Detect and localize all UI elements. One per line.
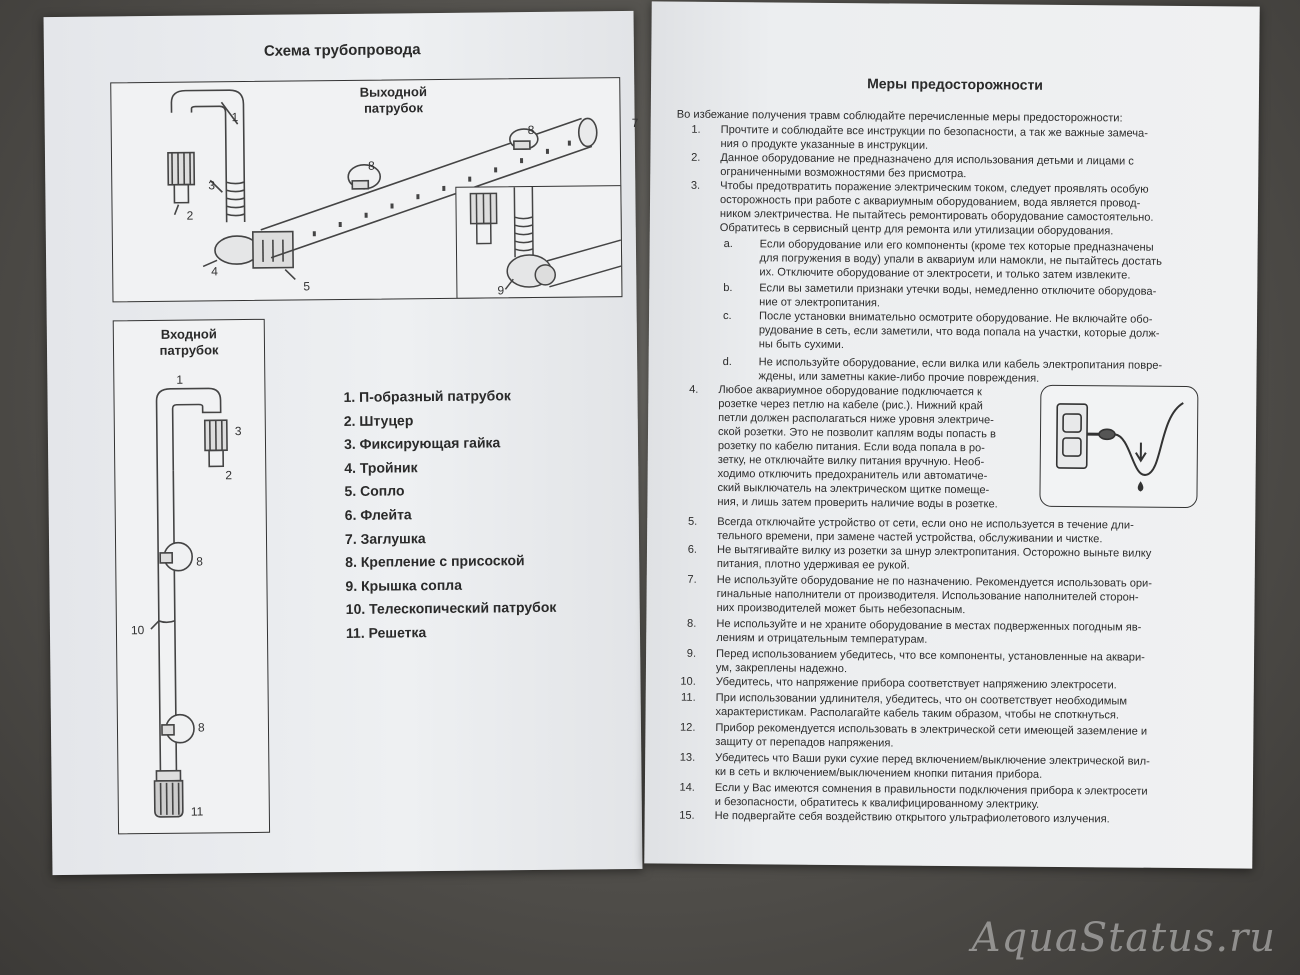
inlet-label: Входной патрубок [159,326,219,358]
intro-text: Во избежание получения травм соблюдайте перечисленные меры предосторожности: [676,108,1123,125]
inlet-callout-3: 3 [234,424,242,439]
inlet-callout-1: 1 [176,372,184,387]
right-page [644,1,1259,868]
item-text-line: лениям и отрицательным температурам. [716,631,928,646]
precaution-item [671,751,1211,781]
item-text-line: розетке через петлю на кабеле (рис.). Нижний край [718,397,983,413]
item-number: c. [722,309,732,323]
item-text-line: Всегда отключайте устройство от сети, если оно не используется в течение дли- [717,515,1134,532]
outlet-label: Выходной патрубок [359,84,427,116]
drip-loop-drawing [1040,386,1197,507]
left-page-title: Схема трубопровода [263,41,421,60]
list-item: 11. Решетка [345,624,427,641]
arrow-icon [1136,443,1146,461]
item-text-line: для погружения в воду) упали в аквариум или намокли, не пытайтесь достать [759,252,1162,268]
precaution-subitem [676,237,1216,282]
drip-loop-figure [1039,385,1198,508]
item-text-line: и безопасности, обратитесь к квалифицированному электрику. [714,795,1040,811]
item-number: 12. [679,721,696,734]
item-text-line: Любое аквариумное оборудование подключается к [718,383,982,399]
item-number: 6. [687,543,698,556]
item-text-line: Убедитесь, что напряжение прибора соответствует напряжению электросети. [715,675,1117,692]
list-item: 5. Сопло [344,482,405,500]
list-item: 8. Крепление с присоской [345,552,525,571]
item-text-line: При использовании удлинителя, убедитесь, что он соответствует необходимым [715,691,1128,708]
item-text-line: петли должен располагаться ниже уровня электриче- [718,411,994,427]
inlet-callout-8a: 8 [196,554,203,569]
item-text-line: характеристикам. Располагайте кабель таким образом, чтобы не споткнуться. [715,705,1120,722]
item-text-line: Если оборудование или его компоненты (кроме тех которые предназначены [759,238,1154,254]
item-text-line: них производителей может быть небезопасным. [716,601,966,617]
item-text-line: ходимо отключить предохранитель или автоматиче- [717,467,988,483]
list-item: 2. Штуцер [343,411,414,429]
item-text-line: ником электричества. Не пытайтесь ремонтировать оборудование самостоятельно. [719,207,1154,224]
nozzle-cap-inset [455,185,622,299]
item-text-line: зетку, не отключайте вилку питания вручную. Необ- [717,453,985,469]
item-number: 3. [690,179,701,192]
cable-loop [1115,402,1184,475]
inlet-callout-11: 11 [190,804,204,819]
inlet-callout-2: 2 [225,468,233,483]
callout-7: 7 [631,115,639,130]
precaution-item [671,781,1211,811]
item-text-line: Не используйте оборудование, если вилка или кабель электропитания повре- [758,356,1163,372]
precaution-item [671,721,1211,750]
item-number: 14. [679,781,695,794]
item-text-line: ум, закреплены надежно. [715,661,848,676]
item-number: 13. [679,751,696,764]
list-item: 7. Заглушка [344,529,426,547]
item-text-line: Если у Вас имеются сомнения в правильности подключения прибора к электросети [714,781,1148,798]
item-number: 1. [691,123,701,136]
list-item: 9. Крышка сопла [345,576,463,594]
item-number: 8. [687,617,697,630]
list-item: 10. Телескопический патрубок [345,599,557,618]
item-text-line: Не используйте оборудование не по назначению. Рекомендуется использовать ори- [716,573,1153,590]
callout-2: 2 [186,208,194,223]
end-cap [579,118,597,146]
callout-4: 4 [211,264,218,279]
list-item: 6. Флейта [344,506,412,523]
list-item: 4. Тройник [344,459,418,476]
inset-drawing [456,186,621,298]
inlet-callout-10: 10 [130,623,145,638]
callout-1: 1 [231,110,239,125]
item-text-line: защиту от перепадов напряжения. [715,735,894,750]
item-text-line: ский выключатель на электрическом щитке помеще- [717,481,990,497]
item-text-line: ки в сеть и включением/выключением кнопки питания прибора. [714,765,1043,781]
precaution-subitem [675,355,1215,385]
callout-8b: 8 [527,122,535,138]
left-page [44,11,643,875]
callout-8a: 8 [368,158,375,173]
list-item: 1. П-образный патрубок [343,387,511,405]
item-text-line: розетку по кабелю питания. Если вода попала в ро- [717,439,985,455]
watermark: AquaStatus.ru [971,915,1276,961]
item-number: 15. [679,809,695,822]
precaution-item [672,617,1212,646]
precaution-item [673,515,1213,546]
item-text-line: Прочтите и соблюдайте все инструкции по безопасности, а так же важные замеча- [720,123,1148,140]
item-text-line: Убедитесь что Ваши руки сухие перед включением/выключение электрической вил- [715,751,1150,768]
precaution-item [672,691,1212,722]
list-item: 3. Фиксирующая гайка [343,434,501,453]
item-text-line: Обратитесь в сервисный центр для ремонта или утилизации оборудования. [719,221,1114,238]
precaution-subitem [675,309,1215,352]
water-drop-icon [1139,483,1143,491]
item-text-line: тельного времени, при замене частей устройства, обслуживании и чистке. [717,529,1103,546]
item-text-line: Не вытягивайте вилку из розетки за шнур электропитания. Осторожно выньте вилку [716,543,1152,560]
item-text-line: ограниченными возможностями без присмотра. [720,165,967,181]
item-number: 7. [687,573,697,586]
precaution-item [672,675,1212,692]
item-number: b. [723,281,733,295]
inlet-callout-8b: 8 [197,720,205,735]
item-text-line: ны быть сухими. [758,338,845,352]
item-text-line: Если вы заметили признаки утечки воды, немедленно отключите оборудова- [759,282,1157,298]
item-text-line: Данное оборудование не предназначено для использования детьми и лицами с [720,151,1134,168]
item-text-line: ждены, или заметны какие-либо прочие повреждения. [758,370,1040,385]
precaution-item [673,573,1213,617]
item-text-line: ской розетки. Это не позволит каплям воды попасть в [717,425,996,441]
item-number: 10. [680,675,696,688]
item-number: a. [723,238,733,251]
item-text-line: рудование в сеть, если заметили, что вода попала на участки, которые долж- [758,324,1160,340]
right-page-title: Меры предосторожности [867,75,1044,93]
item-number: 4. [689,383,699,396]
item-text-line: Не подвергайте себя воздействию открытого ультрафиолетового излучения. [714,809,1110,826]
callout-3: 3 [208,178,216,193]
item-number: d. [722,355,732,369]
item-text-line: ния, и лишь затем проверить наличие воды в розетке. [717,495,998,511]
item-text-line: осторожность при работе с аквариумным оборудованием, вода является провод- [719,193,1141,210]
precaution-item [676,151,1216,181]
inlet-diagram [113,319,270,835]
precaution-item [672,647,1212,676]
item-text-line: питания, плотно удерживая ее рукой. [716,557,910,572]
inlet-pipe-drawing [114,320,269,834]
item-number: 9. [686,647,697,660]
item-text-line: их. Отключите оборудование от электросети, и только затем извлеките. [759,266,1131,282]
item-number: 5. [687,515,698,528]
item-text-line: Прибор рекомендуется использовать в электрической сети имеющей заземление и [715,721,1148,738]
fitting [174,185,188,203]
parts-list [343,384,556,646]
item-number: 11. [681,691,696,704]
item-text-line: ния о продукте указанные в инструкции. [720,137,929,152]
callout-5: 5 [303,279,311,294]
item-number: 2. [691,151,701,164]
item-text-line: Не используйте и не храните оборудование в местах подверженных погодным яв- [716,617,1142,634]
callout-9: 9 [497,283,505,298]
item-text-line: Перед использованием убедитесь, что все компоненты, установленные на аквари- [716,647,1145,664]
item-text-line: ние от электропитания. [759,296,881,310]
item-text-line: гинальные наполнители от производителя. Использование наполнителей сторон- [716,587,1139,604]
item-text-line: После установки внимательно осмотрите оборудование. Не включайте обо- [758,310,1153,326]
item-text-line: Чтобы предотвратить поражение электрическим током, следует проявлять особую [720,179,1149,196]
precaution-subitem [675,281,1215,310]
